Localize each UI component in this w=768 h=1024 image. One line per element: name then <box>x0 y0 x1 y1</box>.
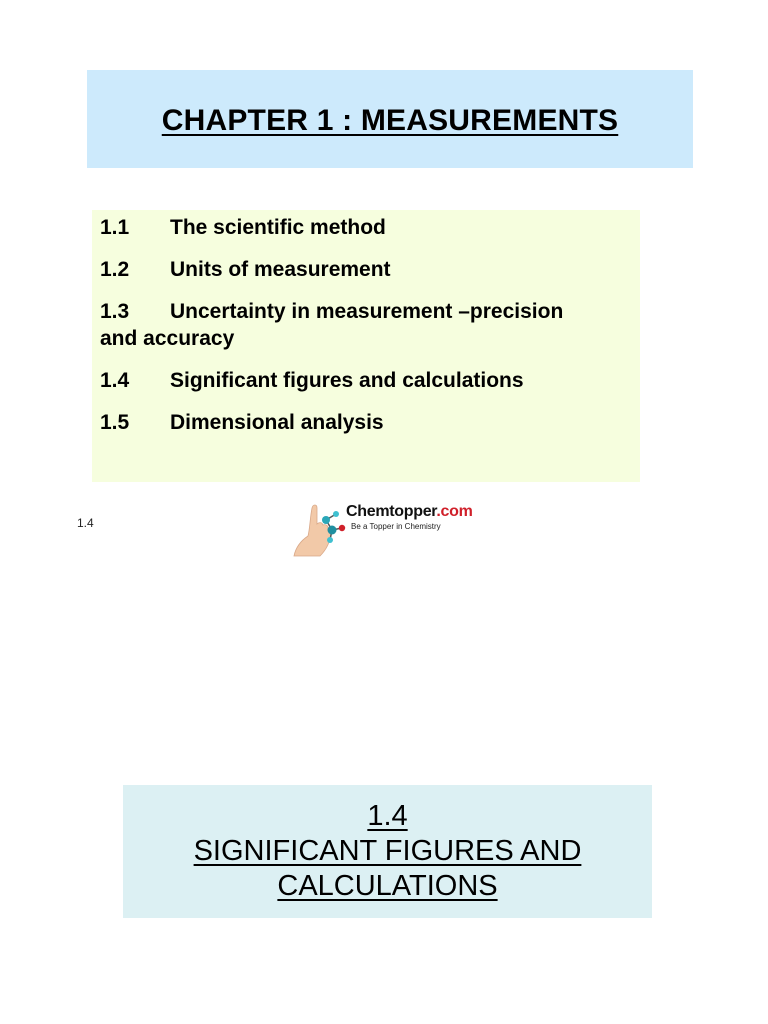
toc-item-1-1 <box>100 214 632 241</box>
toc-item-number: 1.2 <box>100 258 130 281</box>
section-title-line-1: SIGNIFICANT FIGURES AND <box>193 835 582 867</box>
toc-item-number: 1.1 <box>100 216 130 239</box>
toc-item-label: Uncertainty in measurement –precision <box>170 300 564 323</box>
logo-tagline: Be a Topper in Chemistry <box>351 522 441 531</box>
chapter-header <box>87 70 693 168</box>
toc-item-1-3 <box>100 298 632 352</box>
logo-brand <box>346 503 473 521</box>
toc-item-1-5 <box>100 409 632 436</box>
toc-item-label: Units of measurement <box>170 258 391 281</box>
toc-item-label: The scientific method <box>170 216 386 239</box>
toc-item-label: Significant figures and calculations <box>170 369 524 392</box>
toc-item-number: 1.3 <box>100 300 130 323</box>
toc-item-label: Dimensional analysis <box>170 411 384 434</box>
hand-holding-molecule-icon <box>288 498 350 560</box>
chemtopper-logo <box>288 498 473 560</box>
section-header <box>123 785 652 918</box>
slide-number-label: 1.4 <box>77 516 94 530</box>
toc-item-number: 1.4 <box>100 369 130 392</box>
chapter-title: CHAPTER 1 : MEASUREMENTS <box>161 104 619 137</box>
section-title-line-2: CALCULATIONS <box>277 870 498 902</box>
toc-item-1-2 <box>100 256 632 283</box>
logo-brand-main: Chemtopper <box>346 503 437 520</box>
toc-item-1-4 <box>100 367 632 394</box>
toc-item-number: 1.5 <box>100 411 130 434</box>
section-number: 1.4 <box>367 800 408 832</box>
toc-item-continuation: and accuracy <box>100 327 235 350</box>
table-of-contents <box>92 210 640 482</box>
logo-brand-suffix: .com <box>436 503 473 520</box>
